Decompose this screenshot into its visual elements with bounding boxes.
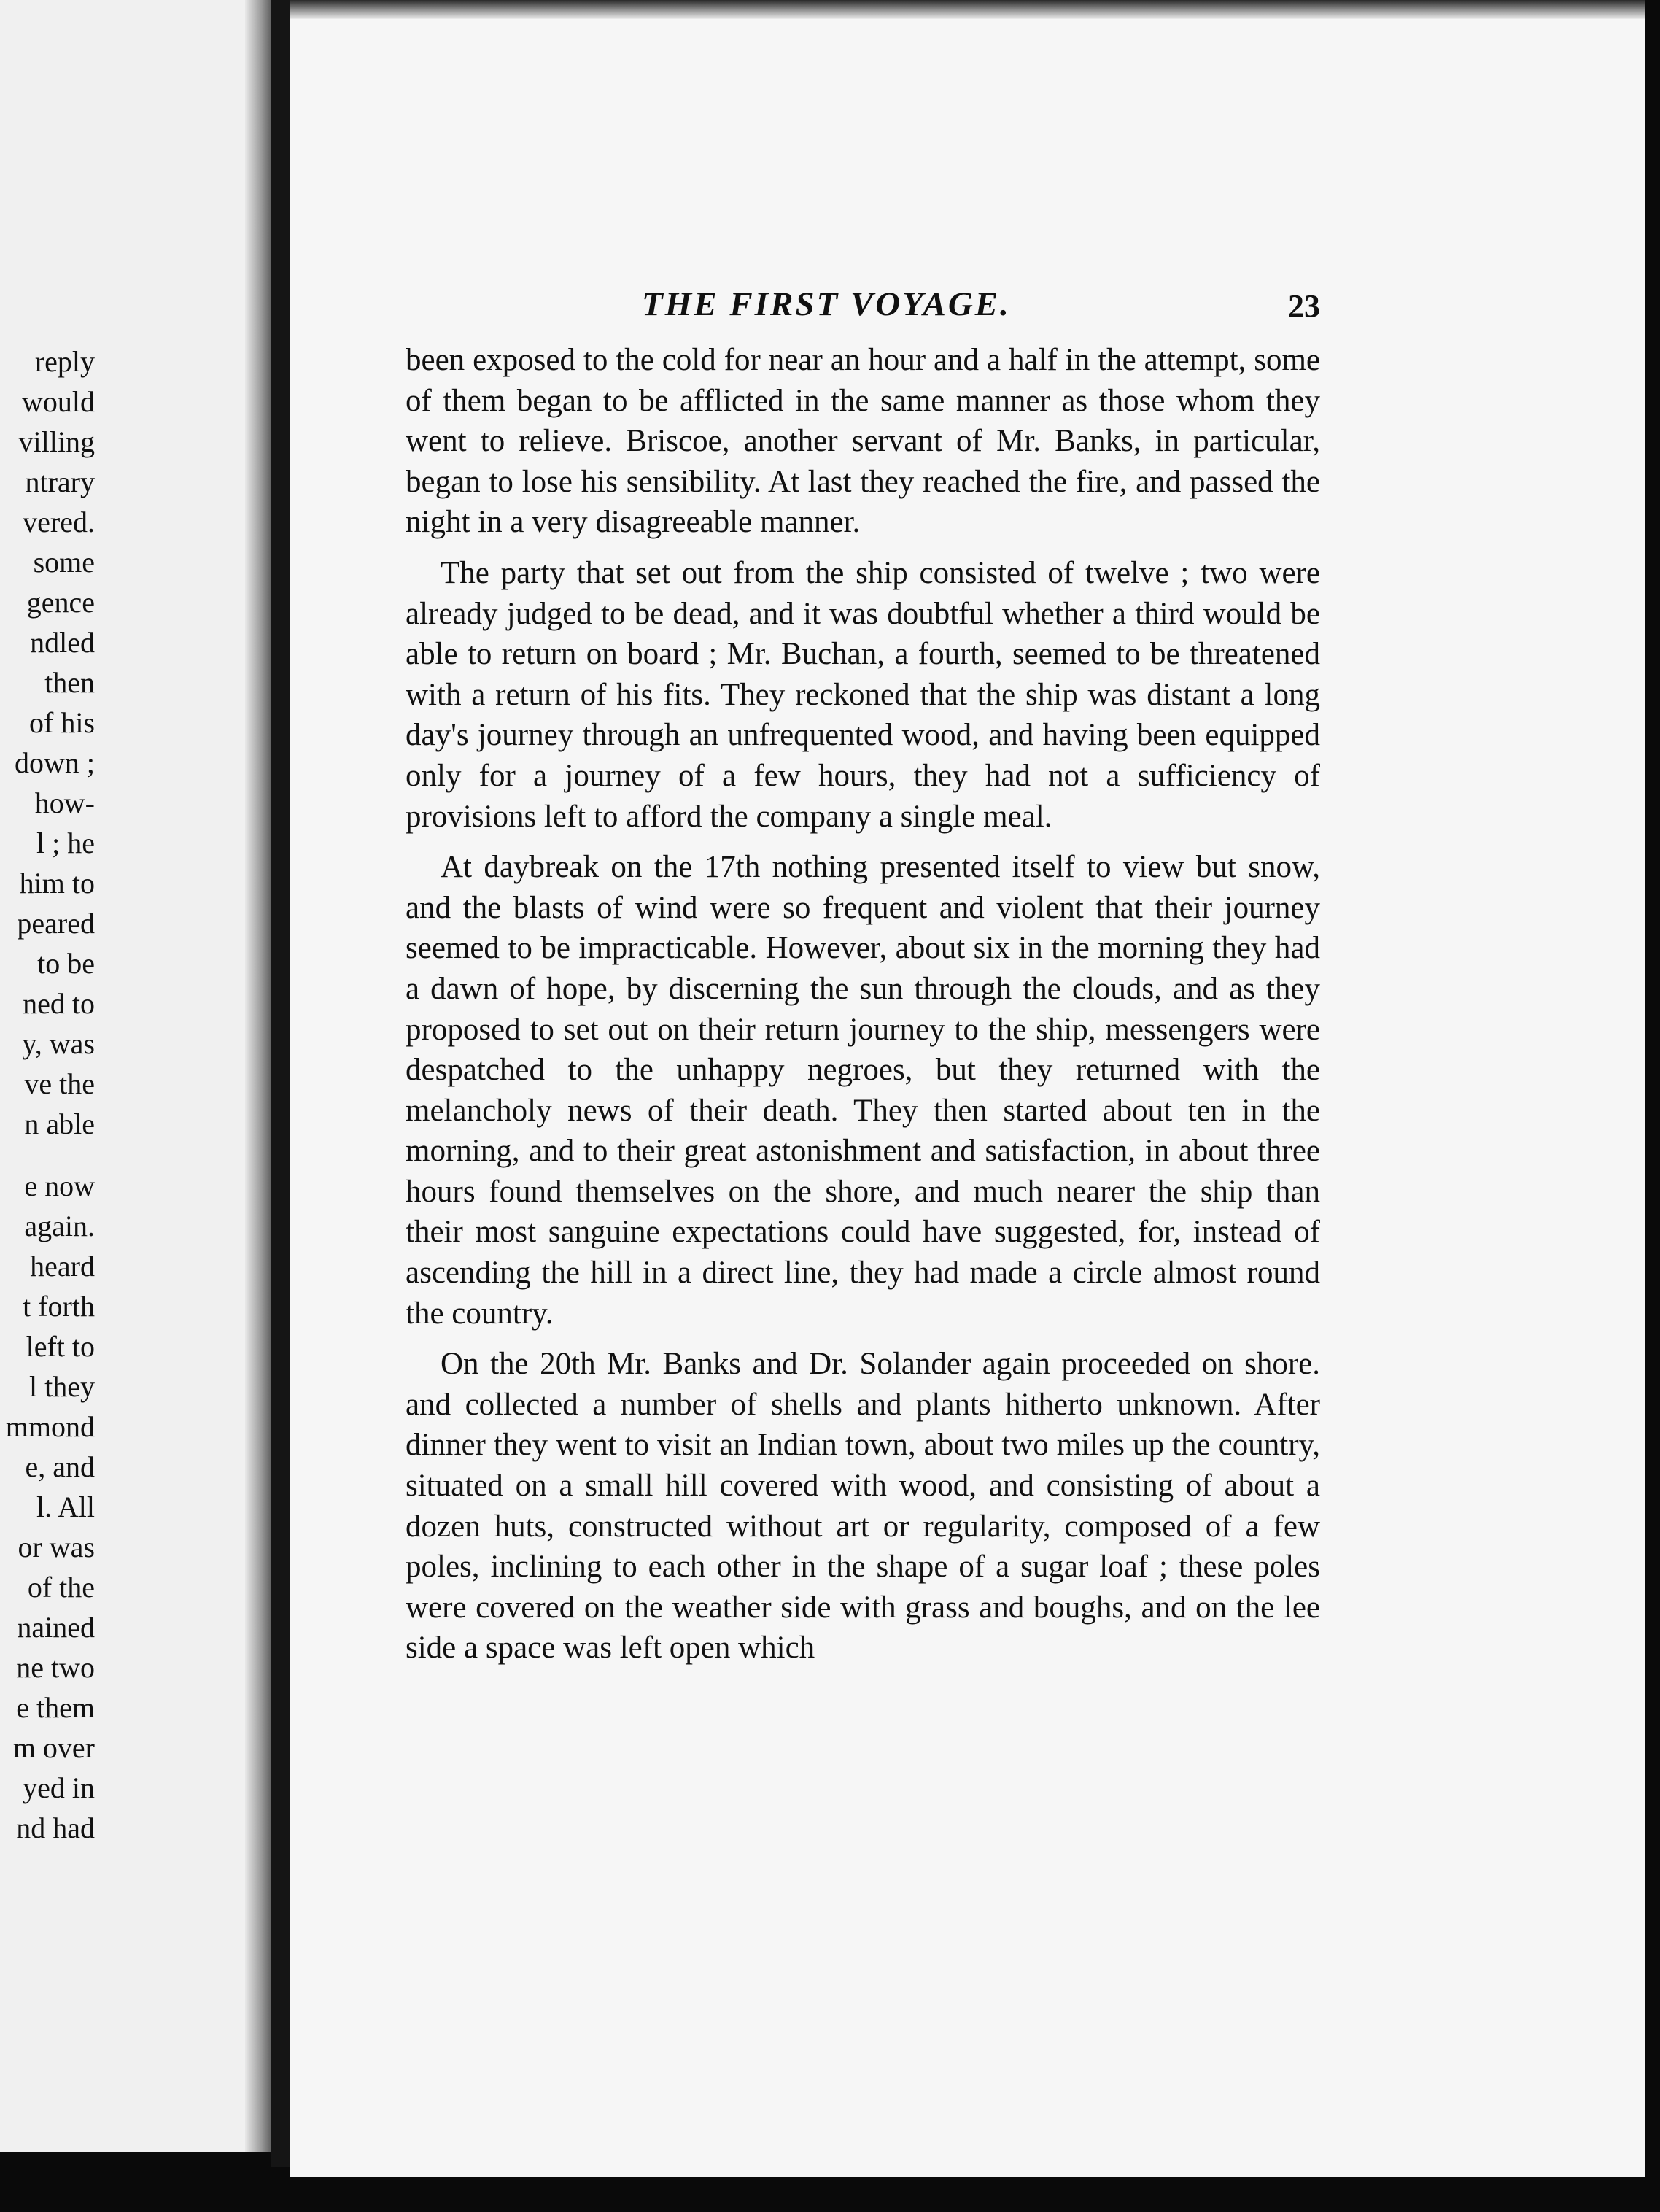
- facing-line: how-: [34, 786, 95, 819]
- facing-line: ndled: [30, 626, 95, 659]
- facing-line: t forth: [23, 1290, 95, 1323]
- running-header: [642, 285, 1320, 328]
- facing-line: or was: [18, 1531, 95, 1563]
- facing-page: [0, 0, 271, 2152]
- facing-line: then: [44, 666, 95, 699]
- paragraph-gap: [0, 1144, 95, 1166]
- page-top-edge: [290, 0, 1645, 19]
- page-number: 23: [1288, 288, 1320, 324]
- facing-line: vered.: [23, 506, 95, 538]
- facing-line: e now: [24, 1169, 95, 1202]
- facing-line: to be: [37, 947, 95, 980]
- facing-line: left to: [26, 1330, 95, 1363]
- facing-line: l. All: [36, 1490, 95, 1523]
- running-title: THE FIRST VOYAGE.: [642, 285, 1011, 323]
- facing-line: nained: [17, 1611, 95, 1644]
- facing-line: of the: [27, 1571, 95, 1604]
- facing-line: some: [33, 546, 95, 579]
- paragraph: been exposed to the cold for near an hour and a half in the attempt, some of them began to be afflicted in the same manner as those whom they went to relieve. Briscoe, another servant of Mr. Banks, in particular, began to lose his sensibility. At last they reached the fire, and passed the night in a very disagreeable manner.: [406, 343, 1320, 540]
- facing-line: would: [22, 385, 95, 418]
- page-right-edge: [1645, 0, 1660, 2212]
- facing-line: ned to: [23, 987, 95, 1020]
- facing-line: y, was: [22, 1027, 95, 1060]
- facing-page-text: [0, 341, 95, 1848]
- paragraph: At daybreak on the 17th nothing presented itself to view but snow, and the blasts of wind were so frequent and violent that their journey seemed to be impracticable. However, about six in the morning they had a dawn of hope, by discerning the sun through the clouds, and as they proposed to set out on their return journey to the ship, messengers were despatched to the unhappy negroes, but they returned with the melancholy news of their death. They then started about ten in the morning, and to their great astonishment and satisfaction, in about three hours found themselves on the shore, and much nearer the ship than their most sanguine expectations could have suggested, for, instead of ascending the hill in a direct line, they had made a circle almost round the country.: [406, 850, 1320, 1331]
- facing-line: nd had: [16, 1811, 95, 1844]
- facing-line: down ;: [15, 746, 95, 779]
- facing-line: again.: [24, 1210, 95, 1242]
- facing-line: ne two: [16, 1651, 95, 1684]
- paragraph: The party that set out from the ship consisted of twelve ; two were already judged to be dead, and it was doubtful whether a third would be able to return on board ; Mr. Buchan, a fourth, seemed to be threatened with a return of his fits. They reckoned that the ship was distant a long day's journey through an unfrequented wood, and having been equipped only for a journey of a few hours, they had not a sufficiency of provisions left to afford the company a single meal.: [406, 555, 1320, 834]
- facing-line: e them: [16, 1691, 95, 1724]
- facing-line: him to: [19, 867, 95, 900]
- facing-line: yed in: [23, 1771, 95, 1804]
- facing-line: ve the: [24, 1067, 95, 1100]
- paragraph: On the 20th Mr. Banks and Dr. Solander again proceeded on shore. and collected a number of shells and plants hitherto unknown. After dinner they went to visit an Indian town, about two miles up the country, situated on a small hill covered with wood, and consisting of about a dozen huts, constructed without art or regularity, composed of a few poles, inclining to each other in the shape of a sugar loaf ; these poles were covered on the weather side with grass and boughs, and on the lee side a space was left open which: [406, 1347, 1320, 1666]
- facing-line: l ; he: [36, 827, 95, 859]
- facing-line: peared: [17, 907, 95, 940]
- facing-line: mmond: [5, 1410, 95, 1443]
- facing-line: reply: [34, 345, 95, 378]
- body-text: [406, 340, 1320, 1679]
- facing-line: villing: [18, 425, 95, 458]
- facing-line: n able: [24, 1107, 95, 1140]
- facing-line: m over: [12, 1731, 95, 1764]
- facing-line: of his: [29, 706, 95, 739]
- facing-line: gence: [26, 586, 95, 619]
- facing-line: l they: [29, 1370, 95, 1403]
- facing-line: e, and: [25, 1450, 95, 1483]
- facing-line: heard: [30, 1250, 95, 1283]
- facing-line: ntrary: [25, 465, 95, 498]
